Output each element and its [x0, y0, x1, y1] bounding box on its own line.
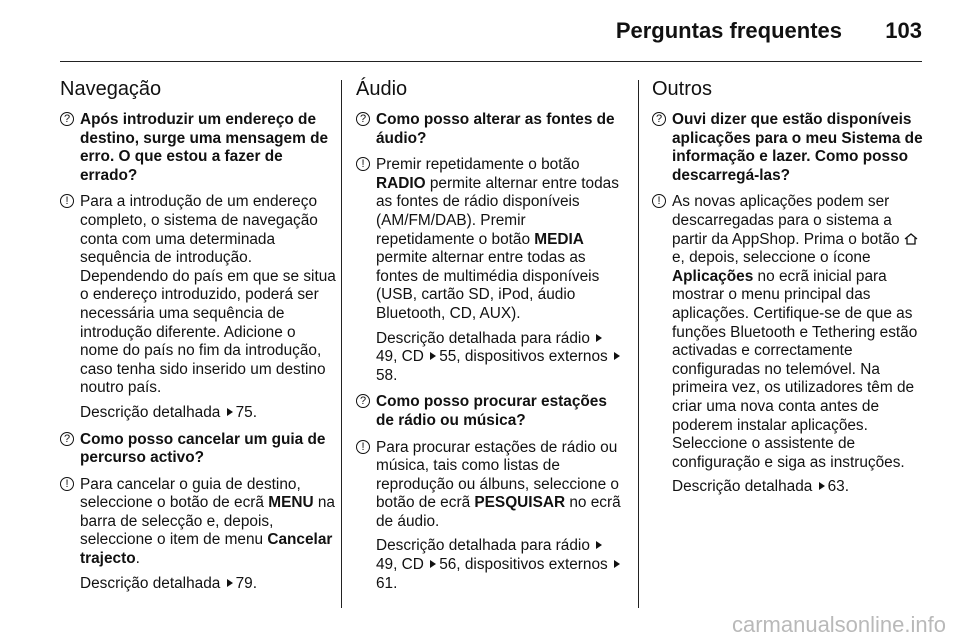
bold-term: RADIO — [376, 174, 426, 192]
answer-paragraph — [376, 439, 626, 532]
question-text: Como posso procurar estações de rádio ou música? — [376, 393, 607, 429]
text-run: Para cancelar o guia de destino, seleccione o botão de ecrã — [80, 475, 301, 512]
bold-term: PESQUISAR — [474, 494, 566, 512]
answer-paragraph — [376, 156, 626, 323]
exclamation-circle-icon: ! — [60, 477, 74, 491]
text-run: Descrição detalhada — [80, 403, 225, 421]
text-run: permite alternar entre todas as fontes de rádio disponíveis (AM/FM/DAB). Premir repetidamente o botão — [376, 174, 619, 248]
question-block — [60, 431, 338, 468]
answer-paragraph — [672, 478, 924, 497]
answer-paragraph — [672, 193, 924, 472]
text-run: Descrição detalhada para rádio — [376, 329, 595, 347]
question-text: Ouvi dizer que estão disponíveis aplicações para o meu Sistema de informação e lazer. Como posso descarregá-las? — [672, 111, 923, 184]
text-run: Descrição detalhada — [80, 574, 225, 592]
question-block — [652, 111, 924, 185]
answer-paragraph — [376, 537, 626, 593]
text-run: 79. — [235, 574, 257, 592]
page-header — [0, 0, 960, 62]
header-divider — [60, 61, 922, 62]
text-run: permite alternar entre todas as fontes de multimédia disponíveis (USB, cartão SD, iPod, áudio Bluetooth, CD, AUX). — [376, 249, 600, 322]
watermark: carmanualsonline.info — [731, 612, 946, 637]
answer-block — [356, 156, 626, 385]
section-heading: Navegação — [60, 78, 162, 100]
text-run: 61. — [376, 574, 398, 592]
answer-block — [60, 193, 338, 422]
triangle-ref-icon — [596, 334, 602, 342]
bold-term: MENU — [268, 494, 314, 512]
question-circle-icon: ? — [356, 112, 370, 126]
exclamation-circle-icon: ! — [60, 194, 74, 208]
question-circle-icon: ? — [356, 394, 370, 408]
text-run: 49, CD — [376, 556, 429, 574]
column-audio — [356, 78, 626, 610]
answer-paragraph — [80, 404, 338, 423]
text-run: 55, dispositivos externos — [439, 348, 612, 366]
column-divider — [638, 80, 639, 608]
triangle-ref-icon — [430, 352, 436, 360]
question-circle-icon: ? — [60, 112, 74, 126]
column-outros — [652, 78, 924, 610]
column-navegacao — [60, 78, 338, 610]
text-run: Para procurar estações de rádio ou música, tais como listas de reprodução ou álbuns, seleccione o botão de ecrã — [376, 438, 619, 512]
bold-term: Cancelar trajecto — [80, 531, 333, 568]
question-text: Após introduzir um endereço de destino, surge uma mensagem de erro. O que estou a fazer de errado? — [80, 111, 329, 184]
section-heading: Outros — [652, 78, 713, 100]
question-circle-icon: ? — [652, 112, 666, 126]
answer-block — [652, 193, 924, 497]
answer-paragraph — [80, 193, 338, 398]
triangle-ref-icon — [227, 408, 233, 416]
text-run: 49, CD — [376, 348, 429, 366]
answer-block — [356, 439, 626, 594]
page-title: Perguntas frequentes — [615, 18, 842, 43]
text-run: no ecrã inicial para mostrar o menu principal das aplicações. Certifique-se de que as funções Bluetooth e Tethering estão activadas e correctamente configuradas no telemóvel. Na primeira vez, os utilizadores têm de criar uma nova conta antes de poderem instalar aplicações. Seleccione o assistente de configuração e siga as instruções. — [672, 267, 918, 471]
bold-term: Aplicações — [672, 267, 754, 285]
text-run: . — [135, 550, 140, 568]
answer-paragraph — [80, 476, 338, 569]
text-run: Premir repetidamente o botão — [376, 156, 580, 174]
triangle-ref-icon — [819, 482, 825, 490]
exclamation-circle-icon: ! — [356, 157, 370, 171]
text-run: na barra de selecção e, depois, seleccione o item de menu — [80, 494, 335, 549]
question-block — [60, 111, 338, 185]
text-run: e, depois, seleccione o ícone — [672, 249, 871, 267]
triangle-ref-icon — [227, 579, 233, 587]
column-divider — [341, 80, 342, 608]
text-run: Descrição detalhada para rádio — [376, 537, 595, 555]
text-run: 56, dispositivos externos — [439, 556, 612, 574]
bold-term: MEDIA — [534, 230, 584, 248]
text-run: 58. — [376, 366, 398, 384]
text-run: Para a introdução de um endereço completo, o sistema de navegação conta com uma determinada sequência de introdução. Dependendo do país em que se situa o endereço introduzido, poderá ser necessária uma sequência de introdução diferente. Adicione o nome do país no fim da introdução, caso tenha sido inserido um destino noutro país. — [80, 193, 336, 397]
exclamation-circle-icon: ! — [356, 440, 370, 454]
answer-block — [60, 476, 338, 594]
text-run: As novas aplicações podem ser descarregadas para o sistema a partir da AppShop. Prima o botão — [672, 193, 904, 248]
triangle-ref-icon — [430, 560, 436, 568]
question-block — [356, 111, 626, 148]
answer-paragraph — [80, 575, 338, 594]
home-icon — [904, 231, 918, 248]
text-run: no ecrã de áudio. — [376, 494, 621, 530]
page-number: 103 — [885, 18, 922, 43]
question-text: Como posso cancelar um guia de percurso activo? — [80, 430, 326, 467]
text-run: Descrição detalhada — [672, 478, 817, 496]
answer-paragraph — [376, 330, 626, 386]
triangle-ref-icon — [596, 541, 602, 549]
text-run: 75. — [235, 403, 257, 421]
exclamation-circle-icon: ! — [652, 194, 666, 208]
section-heading: Áudio — [356, 78, 408, 100]
question-block — [356, 393, 626, 430]
triangle-ref-icon — [614, 560, 620, 568]
question-text: Como posso alterar as fontes de áudio? — [376, 111, 615, 147]
triangle-ref-icon — [614, 352, 620, 360]
question-circle-icon: ? — [60, 432, 74, 446]
text-run: 63. — [827, 478, 849, 496]
